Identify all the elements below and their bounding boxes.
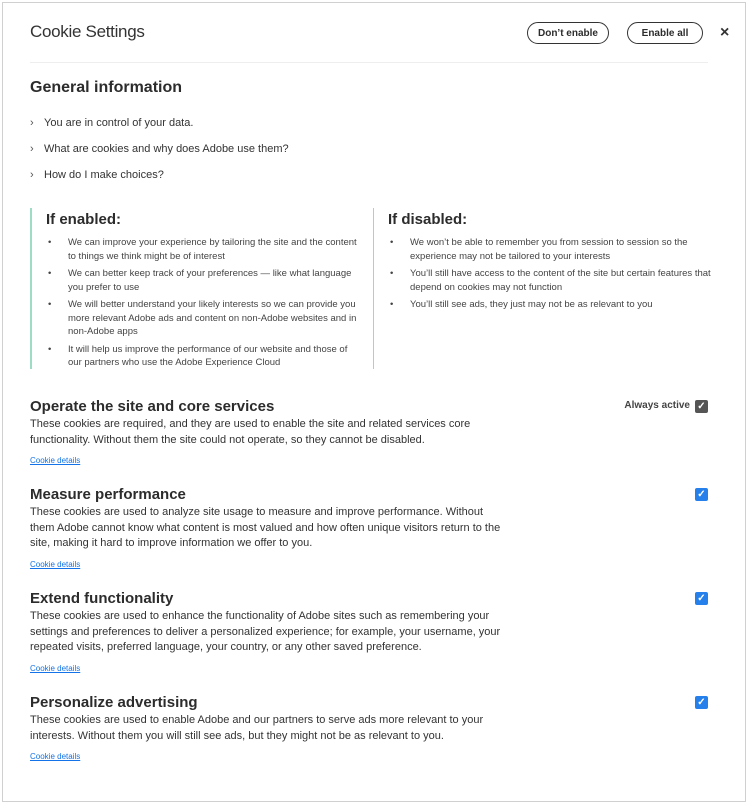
dont-enable-button[interactable]: Don’t enable: [527, 22, 609, 44]
general-information-heading: General information: [30, 79, 183, 96]
cookie-details-link[interactable]: Cookie details: [30, 559, 81, 569]
section-operate: [30, 398, 710, 468]
always-active-label: Always active: [624, 400, 690, 411]
close-icon[interactable]: ×: [720, 24, 730, 41]
divider: [30, 62, 708, 63]
section-title: Extend functionality: [30, 590, 174, 607]
cookie-details-link[interactable]: Cookie details: [30, 663, 81, 673]
checkbox-checked-disabled: ✓: [695, 400, 708, 413]
section-description: These cookies are used to analyze site usage to measure and improve performance. Without them Adobe cannot know what content is most valued and how often unique visitors return to the site, making it hard to improve information we offer to you.: [30, 506, 501, 549]
chevron-right-icon: ›: [30, 117, 34, 129]
list-item: • You’ll still have access to the content of the site but certain features that depend on cookies may not function: [388, 267, 713, 294]
enable-all-button[interactable]: Enable all: [627, 22, 703, 44]
section-title: Personalize advertising: [30, 694, 198, 711]
section-personalize-advertising: [30, 694, 710, 764]
list-item: • We won’t be able to remember you from session to session so the experience may not be tailored to your interests: [388, 236, 713, 263]
chevron-right-icon: ›: [30, 143, 34, 155]
cookie-details-link[interactable]: Cookie details: [30, 752, 81, 761]
if-disabled-panel: [373, 208, 713, 369]
accordion-item[interactable]: › What are cookies and why does Adobe use them?: [30, 143, 289, 155]
section-measure-performance: [30, 486, 710, 572]
checkbox-checked[interactable]: ✓: [695, 592, 708, 605]
dialog-title: Cookie Settings: [30, 22, 145, 41]
list-item: • We will better understand your likely interests so we can provide you more relevant Adobe ads and content on non-Adobe websites and in non-Adobe apps: [46, 298, 360, 339]
chevron-right-icon: ›: [30, 169, 34, 181]
if-enabled-panel: [30, 208, 360, 369]
accordion-item[interactable]: › You are in control of your data.: [30, 117, 194, 129]
section-description: These cookies are used to enable Adobe and our partners to serve ads more relevant to your interests. Without them you will still see ads, but they might not be as relevant to you.: [30, 714, 484, 742]
checkbox-checked[interactable]: ✓: [695, 696, 708, 709]
list-item: • You’ll still see ads, they just may not be as relevant to you: [388, 298, 713, 312]
if-disabled-heading: If disabled:: [388, 211, 468, 228]
accordion-item[interactable]: › How do I make choices?: [30, 169, 164, 181]
list-item: • We can improve your experience by tailoring the site and the content to things we think might be of interest: [46, 236, 360, 263]
section-title: Operate the site and core services: [30, 398, 275, 415]
section-title: Measure performance: [30, 486, 186, 503]
cookie-details-link[interactable]: Cookie details: [30, 456, 81, 465]
section-description: These cookies are required, and they are used to enable the site and related services core functionality. Without them the site could not operate, so they cannot be disabled.: [30, 418, 471, 446]
section-description: These cookies are used to enhance the functionality of Adobe sites such as remembering your settings and preferences to deliver a personalized experience; for example, your username, your repeated visits, preferred language, your country, or any other saved preference.: [30, 610, 501, 653]
list-item: • We can better keep track of your preferences — like what language you prefer to use: [46, 267, 360, 294]
list-item: • It will help us improve the performance of our website and those of our partners who use the Adobe Experience Cloud: [46, 343, 360, 370]
checkbox-checked[interactable]: ✓: [695, 488, 708, 501]
section-extend-functionality: [30, 590, 710, 676]
if-enabled-heading: If enabled:: [46, 211, 122, 228]
